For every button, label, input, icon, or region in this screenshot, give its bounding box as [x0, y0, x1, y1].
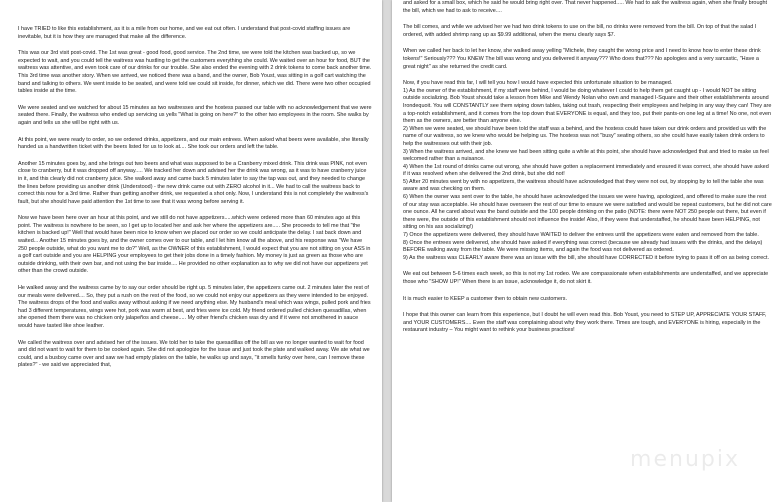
review-paragraph: I hope that this owner can learn from this experience, but I doubt he will even read this. Bob Youst, you need to STEP UP, APPRECIATE YOUR STAFF, and YOUR CUSTOMERS.... Even the staff was complaining about why they work there. Times are tough, and EVERYONE is hiring, especially in the restaurant industry – You might want to rethink your business practices!	[403, 312, 767, 334]
watermark-logo: menupix	[630, 447, 740, 472]
review-paragraph: It is much easier to KEEP a customer then to obtain new customers.	[403, 295, 568, 302]
right-document-page	[392, 0, 780, 502]
review-paragraph: The bill comes, and while we advised her we had two drink tokens to use on the bill, no drinks were removed from the bill. On top of that the salad I ordered, with added shrimp rang up as $9.99 additional, when the menu clearly says $7.	[403, 24, 757, 38]
review-paragraph: Another 15 minutes goes by, and she brings out two beers and what was supposed to be a Cranberry mixed drink. This drink was PINK, not even close to cranberry, but it was dropped off anyway..... We tracked her down and advised her the drink was wrong, as it was to have cranberry juice in it, and this clearly did not cranberry juice. She walked away and came back 5 minutes later to say the tap was out, and they needed to change the lines before providing us another drink (Understood) - the new drink came out with ZERO alcohol in it... We had to call the waitress back to correct this now for a 3rd time. Rather than getting another drink, we requested a shot only. Now, I understand this is not completely the waitress's fault, but she should have paid attention the 1st time to see that it was wrong before serving it.	[18, 160, 369, 205]
review-paragraph: and asked for a small box, which he said he would bring right over. That never happened..... We had to ask the waitress again, when she finally brought the bill, which we had to ask to receive....	[403, 0, 768, 14]
review-paragraph: This was our 3rd visit post-covid. The 1st was great - good food, good service. The 2nd time, we were told the kitchen was backed up, so we expected to wait, and you could tell the waitress was hustling to get the customers everything she could. We waited over an hour for food, BUT the waitress was attentive, and even took care of our drinks for our trouble. She also ended the evening with 2 drink tokens to come back another time. This 3rd time was another story. When we arrived, we noticed there was a band, and the owner, Bob Youst, was sitting in a golf cart watching the band and talking to others. We went inside to be seated, and were told we could sit inside, for dinner, which we did. There were two other occupied tables inside at the time.	[18, 50, 372, 95]
review-paragraph: He walked away and the waitress came by to say our order should be right up. 5 minutes later, the appetizers came out. 2 minutes later the rest of our meals were delivered.... So, they put a rush on the rest of the food, so we could not enjoy our appetizers as they were intended to be enjoyed. The waitress drops of the food and walks away without asking if we need anything else. My husband's meal which was wings, pulled pork and fries had 3 different temperatures, wings were hot, pork was warm at best, and fries were ice cold. My friend ordered pulled chicken quesadillas, when she opened them there was no chicken only jalapeños and cheese..... My other friend's chicken was dry and if it were not smothered in sauce would have tasted like shoe leather.	[18, 285, 371, 329]
review-paragraph: Now, if you have read this far, I will tell you how I would have expected this unfortunate situation to be managed. 1) As the owner of the establishment, if my staff were behind, I would be doing whatever I could to help them get caught up - I would NOT be sitting outside socializing. Bob Youst should take a lesson from Mike and Wendy Nolan who own and managed I-Square and their other establishments around Irondequoit. You will CONSTANTLY see them wiping down tables, taking out trash, respecting their employees and helping in any way they can! They are a top-notch establishment, and it comes from the top down that EVERYONE is equal, and they too, put their pants-on one leg at a time! No one, not even them as the owners, are better than anyone else. 2) When we were seated, we should have been told the staff was a behind, and the hostess could have taken our drink orders and provided us with the name of our waitress, so we knew who would be helping us. The hostess was not "busy" seating others, so she could have easily taken drink orders to help the waitresses out with their job. 3) When the waitress arrived, and she knew we had been sitting quite a while at this point, she should have acknowledged that and tried to make us feel welcomed rather than a nuisance. 4) When the 1st round of drinks came out wrong, she should have gotten a replacement immediately and ensured it was correct, she should have asked if it was resolved when she delivered the 2nd drink, but she did not! 5) After 20 minutes went by with no appetizers, the waitress should have acknowledged that they were not out, by stopping by to tell the table she was aware and was checking on them. 6) When the owner was sent over to the table, he should have acknowledged the issues we were having, apologized, and offered to make sure the rest of our stay was acceptable. He should have overseen the rest of our time to ensure we were satisfied and would be repeat customers, but he did not care one ounce. All he cared about was the band outside and the 100 people drinking on the patio (NOTE: there were NOT 250 people out there, but even if there were, the outside of this establishment should not influence the inside! Also, if they were that understaffed, he should have been HELPING, not sitting on his ass socializing!) 7) Once the appetizers were delivered, they should have WAITED to deliver the entrees until the appetizers were eaten and removed from the table. 8) Once the entrees were delivered, she should have asked if everything was correct (because we already had issues with the drinks, and the delays) BEFORE walking away from the table. We were missing items, and again the food was not delivered as ordered. 9) As the waitress was CLEARLY aware there was an issue with the bill, she should have CORRECTED it before trying to pass it off on as being correct.	[403, 80, 772, 261]
left-document-page	[0, 0, 382, 502]
review-paragraph: We called the waitress over and advised her of the issues. We told her to take the quesadillas off the bill as we no longer wanted to wait for food and did not want to wait for them to be cooked again. She did not apologize for the issue and just took the plate and walked away. We ate what we could, and a busboy came over and saw we had empty plates on the table, he walks up and says, "it smells funky over here, can I remove these plates?" - we said we appreciated that,	[18, 339, 370, 369]
review-paragraph: I have TRIED to like this establishment, as it is a mile from our home, and we eat out often. I understand that post-covid staffing issues are inevitable, but it is how they are managed that make all the difference.	[18, 26, 351, 40]
review-paragraph: We were seated and we watched for about 15 minutes as two waitresses and the hostess passed our table with no acknowledgement that we were seated there. Finally, the waitress who ended up servicing us yells "What is going on here?" to the other two employees in the room. She walks by again and tells us she will be right with us.	[18, 104, 372, 126]
review-paragraph: At this point, we were ready to order, so we ordered drinks, appetizers, and our main entrees. When asked what beers were available, she literally handed us a handwritten ticket with the beers listed for us to look at.... She took our orders and left the table.	[18, 136, 369, 151]
review-paragraph: When we called her back to let her know, she walked away yelling "Michele, they caught the wrong price and I need to know how to enter these drink tokens!" Seriously??? You KNEW The bill was wrong and you delivered it anyway??? Who does that??? No apologies and a very sarcastic, "Have a great night" as she returned the credit card.	[403, 48, 761, 70]
review-paragraph: We eat out between 5-6 times each week, so this is not my 1st rodeo. We are compassionate when establishments are understaffed, and we appreciate those who "SHOW UP!" When there is an issue, acknowledge it, do not skirt it.	[403, 271, 769, 285]
review-paragraph: Now we have been here over an hour at this point, and we still do not have appetizers.....which were ordered more than 60 minutes ago at this point. The waitress is nowhere to be seen, so I get up to located her and ask her where the appetizers are..... She proceeds to tell me that "the kitchen is backed up!" Well that would have been nice to know when we placed our order so we could anticipate the delay. I sat back down and waited... Another 15 minutes goes by, and the owner comes over to our table, and I let him know all the above, and his response was "We have 250 people outside, what do you want me to do?" Well, as the OWNER of this establishment, I would expect that you are not sitting on your ASS in a golf cart outside and you are HELPING your employees to get their jobs done in a timely fashion. My money is just as green as those who are outside drinking, with their own bar, and not using the bar inside.... He provided no other explanation as to why we did not have our appetizers yet other than the crowd outside.	[18, 215, 371, 275]
